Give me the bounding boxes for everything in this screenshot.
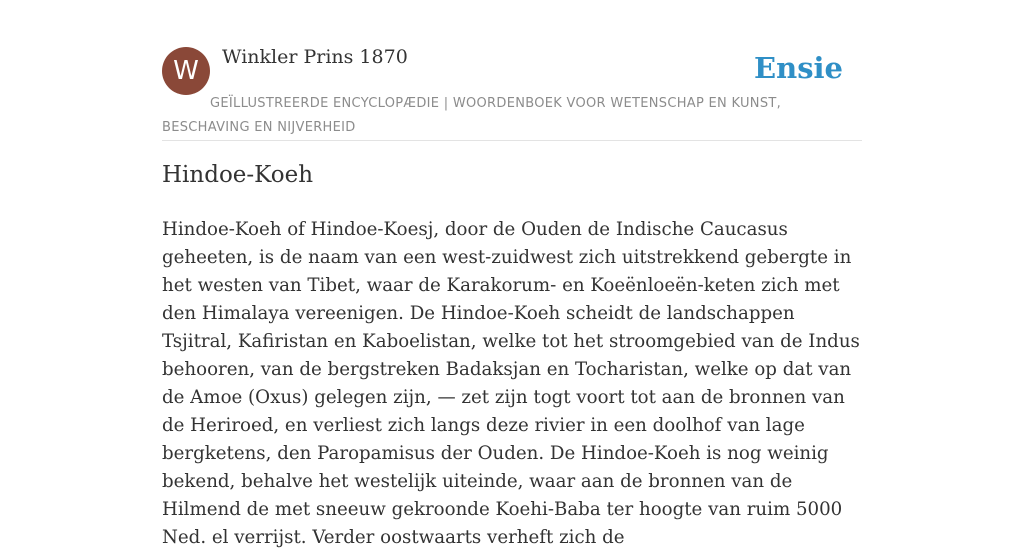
entry-title: Hindoe-Koeh — [162, 162, 314, 188]
ensie-logo-link[interactable]: Ensie — [754, 51, 843, 85]
header — [162, 45, 862, 141]
source-subtitle: GEÏLLUSTREERDE ENCYCLOPÆDIE | WOORDENBOEK VOOR WETENSCHAP EN KUNST, BESCHAVING EN NIJVERHEID — [162, 96, 782, 135]
source-avatar[interactable]: W — [162, 47, 210, 95]
source-title-link[interactable]: Winkler Prins 1870 — [222, 46, 408, 68]
entry-text: Hindoe-Koeh of Hindoe-Koesj, door de Ouden de Indische Caucasus geheeten, is de naam van een west-zuidwest zich uitstrekkend gebergte in het westen van Tibet, waar de Karakorum- en Koeënloeën-keten zich met den Himalaya vereenigen. De Hindoe-Koeh scheidt de landschappen Tsjitral, Kafiristan en Kaboelistan, welke tot het stroomgebied van de Indus behooren, van de bergstreken Badaksjan en Tocharistan, welke op dat van de Amoe (Oxus) gelegen zijn, — zet zijn togt voort tot aan de bronnen van de Heriroed, en verliest zich langs deze rivier in een doolhof van lage bergketens, den Paropamisus der Ouden. De Hindoe-Koeh is nog weinig bekend, behalve het westelijk uiteinde, waar aan de bronnen van de Hilmend de met sneeuw gekroonde Koehi-Baba ter hoogte van ruim 5000 Ned. el verrijst. Verder oostwaarts verheft zich de — [162, 219, 860, 548]
